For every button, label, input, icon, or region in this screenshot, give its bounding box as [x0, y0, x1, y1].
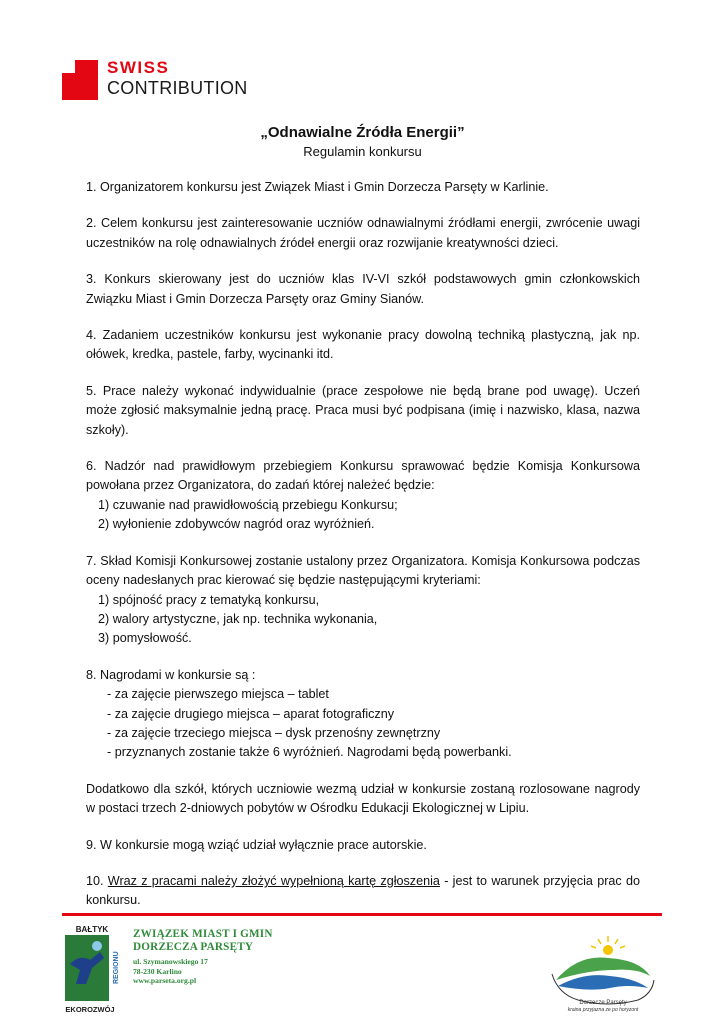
list-item: - za zajęcie pierwszego miejsca – tablet: [107, 687, 329, 702]
paragraph-8: [86, 666, 640, 763]
paragraph-6-text: 6. Nadzór nad prawidłowym przebiegiem Konkursu sprawować będzie Komisja Konkursowa powołana przez Organizatora, do zadań której należeć będzie:: [86, 459, 640, 493]
parseta-logo-caption-2: kraina przyjazna ze po horyzont: [567, 1007, 639, 1013]
list-item: 2) walory artystyczne, jak np. technika wykonania,: [98, 611, 378, 626]
logo-word-contribution: CONTRIBUTION: [107, 78, 248, 98]
association-website: www.parseta.org.pl: [133, 976, 197, 985]
list-item: - przyznanych zostanie także 6 wyróżnień. Nagrodami będą powerbanki.: [107, 745, 512, 760]
logo-word-swiss: SWISS: [107, 58, 170, 77]
eco-logo-top-text: BAŁTYK: [75, 925, 109, 934]
paragraph-9: 9. W konkursie mogą wziąć udział wyłącznie prace autorskie.: [86, 837, 427, 852]
list-item: 1) spójność pracy z tematyką konkursu,: [98, 592, 320, 607]
paragraph-7-text: 7. Skład Komisji Konkursowej zostanie ustalony przez Organizatora. Komisja Konkursowa podczas oceny nadesłanych prac kierować się będzie następującymi kryteriami:: [86, 553, 640, 588]
paragraph-7: [86, 552, 640, 649]
document-subtitle: Regulamin konkursu: [303, 144, 422, 159]
paragraph-1: 1. Organizatorem konkursu jest Związek Miast i Gmin Dorzecza Parsęty w Karlinie.: [86, 180, 549, 194]
association-street: ul. Szymanowskiego 17: [133, 957, 208, 966]
parseta-logo-caption-1: Dorzecze Parsęty: [579, 1000, 627, 1006]
list-item: 3) pomysłowość.: [98, 631, 192, 646]
eco-logo-side-text: REGIONU: [113, 951, 120, 984]
paragraph-10: [86, 872, 640, 911]
association-name-line-1: ZWIĄZEK MIAST I GMIN: [133, 928, 273, 940]
paragraph-3: 3. Konkurs skierowany jest do uczniów klas IV-VI szkół podstawowych gmin członkowskich Związku Miast i Gmin Dorzecza Parsęty oraz Gminy Sianów.: [86, 272, 640, 306]
list-item: 1) czuwanie nad prawidłowością przebiegu Konkursu;: [98, 497, 398, 512]
document-title: „Odnawialne Źródła Energii”: [260, 124, 465, 141]
list-item: - za zajęcie trzeciego miejsca – dysk przenośny zewnętrzny: [107, 725, 441, 740]
regulations-body: [86, 178, 640, 928]
association-name-line-2: DORZECZA PARSĘTY: [133, 941, 254, 953]
paragraph-5: 5. Prace należy wykonać indywidualnie (prace zespołowe nie będą brane pod uwagę). Uczeń może zgłosić maksymalnie jedną pracę. Praca musi być podpisana (imię i nazwisko, klasa, nazwa szkoły).: [86, 383, 640, 437]
eco-logo-bottom-text: EKOROZWÓJ: [65, 1005, 115, 1014]
list-item: 2) wyłonienie zdobywców nagród oraz wyróżnień.: [98, 517, 375, 532]
association-contact: [133, 928, 313, 986]
paragraph-8-text: 8. Nagrodami w konkursie są :: [86, 667, 256, 682]
paragraph-2: 2. Celem konkursu jest zainteresowanie uczniów odnawialnymi źródłami energii, zwrócenie uwagi uczestników na rolę odnawialnych źródeł energii oraz rozwijanie kreatywności dzieci.: [86, 216, 640, 250]
footer-divider: [62, 913, 662, 916]
paragraph-6: [86, 457, 640, 535]
association-city: 78-230 Karlino: [133, 966, 182, 976]
swiss-flag-icon: [62, 60, 98, 100]
paragraph-10-prefix: 10.: [86, 873, 108, 888]
paragraph-10-suffix: - jest to warunek przyjęcia prac do konkursu.: [86, 873, 640, 908]
parseta-basin-logo: [548, 934, 658, 1014]
application-form-requirement: Wraz z pracami należy złożyć wypełnioną kartę zgłoszenia: [107, 873, 440, 888]
paragraph-4: 4. Zadaniem uczestników konkursu jest wykonanie pracy dowolną techniką plastyczną, jak np. ołówek, kredka, pastele, farby, wycinanki itd.: [86, 328, 640, 362]
baltic-ecodevelopment-logo: [62, 924, 122, 1014]
list-item: - za zajęcie drugiego miejsca – aparat fotograficzny: [107, 706, 395, 721]
swiss-contribution-logo: [62, 60, 262, 102]
paragraph-extra: Dodatkowo dla szkół, których uczniowie wezmą udział w konkursie zostaną rozlosowane nagrody w postaci trzech 2-dniowych pobytów w Ośrodku Edukacji Ekologicznej w Lipiu.: [86, 781, 640, 816]
